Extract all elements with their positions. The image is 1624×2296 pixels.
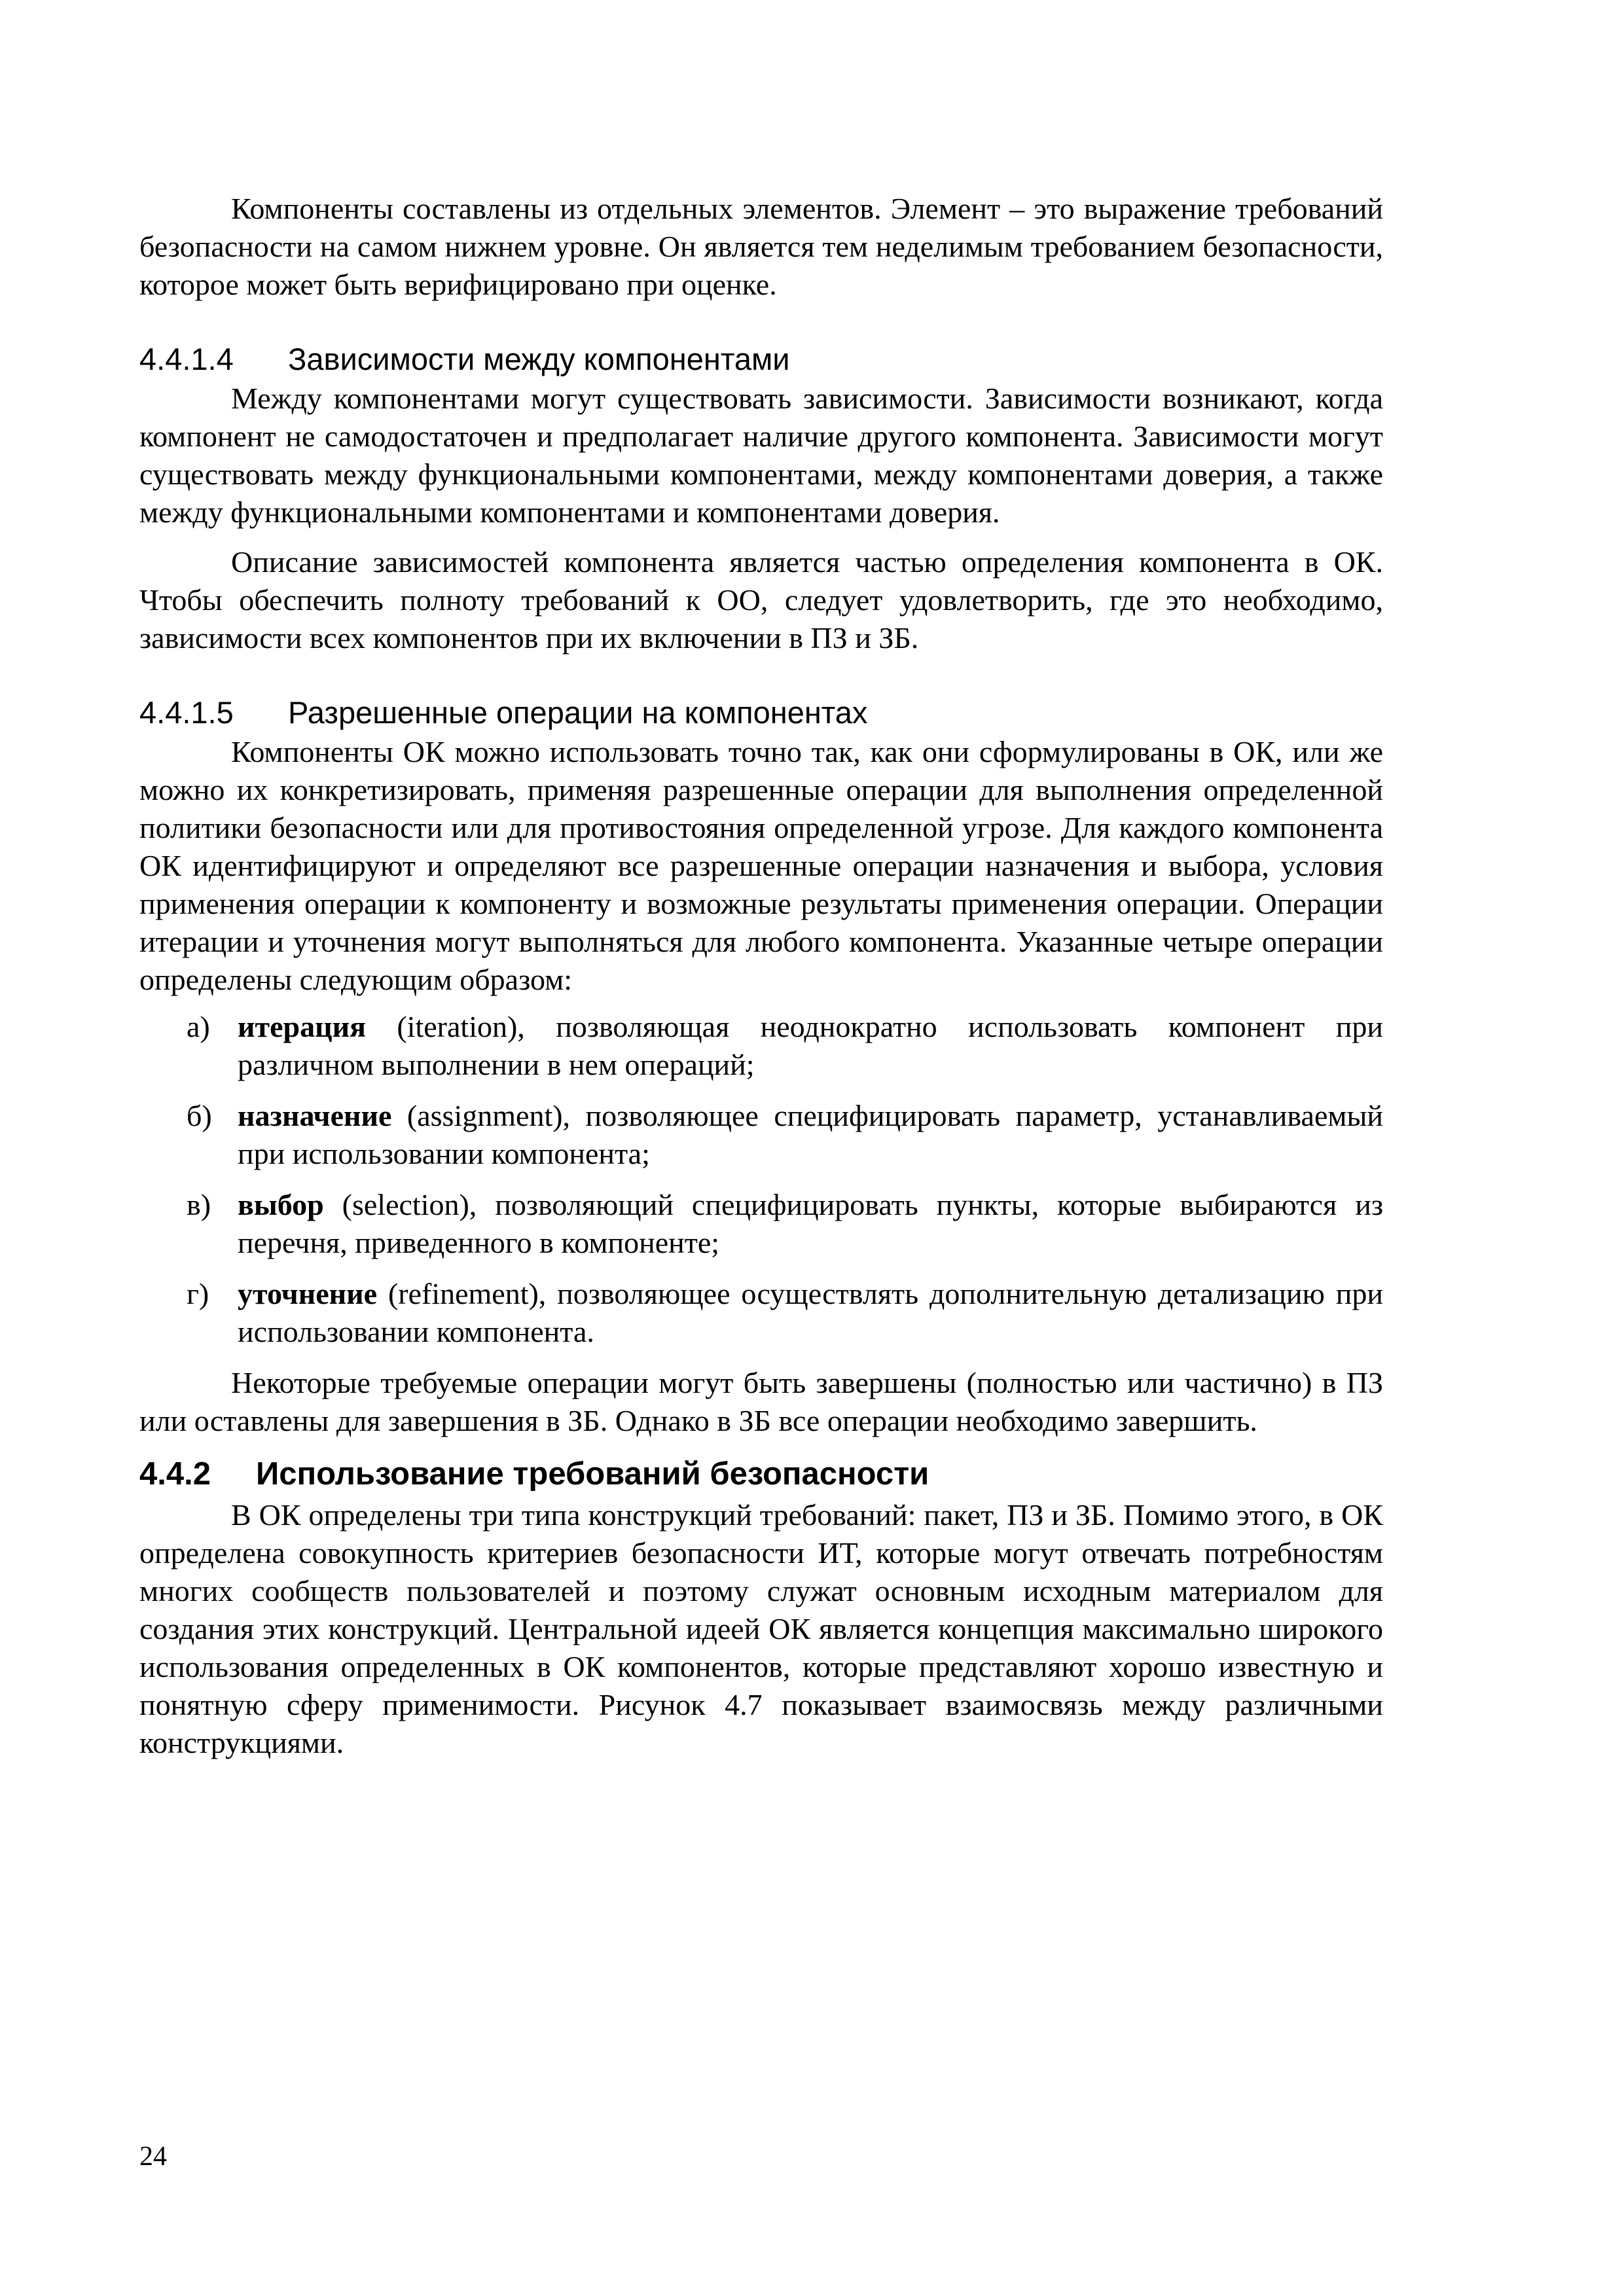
page-content xyxy=(139,190,1383,1762)
paragraph: Описание зависимостей компонента является частью определения компонента в ОК. Чтобы обеспечить полноту требований к ОО, следует удовлетворить, где это необходимо, зависимости всех компонентов при их включении в ПЗ и ЗБ. xyxy=(139,545,1383,655)
section-4414-heading xyxy=(139,340,1383,378)
list-marker: г) xyxy=(187,1277,209,1310)
list-term: назначение xyxy=(238,1099,392,1132)
intro-paragraph: Компоненты составлены из отдельных элементов. Элемент – это выражение требований безопасности на самом нижнем уровне. Он является тем неделимым требованием безопасности, которое может быть верифицировано при оценке. xyxy=(139,192,1383,301)
list-item xyxy=(139,1008,1383,1084)
section-title: Зависимости между компонентами xyxy=(288,342,790,376)
paragraph: Компоненты ОК можно использовать точно так, как они сформулированы в ОК, или же можно их конкретизировать, применяя разрешенные операции для выполнения определенной политики безопасности или для противостояния определенной угрозе. Для каждого компонента ОК идентифицируют и определяют все разрешенные операции назначения и выбора, условия применения операции к компоненту и возможные результаты применения операции. Операции итерации и уточнения могут выполняться для любого компонента. Указанные четыре операции определены следующим образом: xyxy=(139,735,1383,996)
list-text: (iteration), позволяющая неоднократно использовать компонент при различном выполнении в нем операций; xyxy=(238,1010,1383,1081)
list-text: (assignment), позволяющее специфицировать параметр, устанавливаемый при использовании компонента; xyxy=(238,1099,1383,1170)
list-item xyxy=(139,1186,1383,1262)
list-term: итерация xyxy=(238,1010,366,1043)
page-number: 24 xyxy=(139,2142,167,2172)
paragraph: Между компонентами могут существовать зависимости. Зависимости возникают, когда компонент не самодостаточен и предполагает наличие другого компонента. Зависимости могут существовать между функциональными компонентами, между компонентами доверия, а также между функциональными компонентами и компонентами доверия. xyxy=(139,382,1383,529)
list-item-body xyxy=(238,1275,1383,1351)
list-text: (selection), позволяющий специфицировать пункты, которые выбираются из перечня, приведенного в компоненте; xyxy=(238,1188,1383,1259)
section-442-heading xyxy=(139,1454,1383,1494)
section-number: 4.4.1.4 xyxy=(139,342,234,376)
section-number: 4.4.1.5 xyxy=(139,695,234,730)
list-item-body xyxy=(238,1097,1383,1173)
section-4415-heading xyxy=(139,694,1383,732)
paragraph: Некоторые требуемые операции могут быть завершены (полностью или частично) в ПЗ или оставлены для завершения в ЗБ. Однако в ЗБ все операции необходимо завершить. xyxy=(139,1366,1383,1437)
section-number: 4.4.2 xyxy=(139,1456,211,1492)
list-marker: а) xyxy=(187,1010,210,1043)
list-marker: б) xyxy=(187,1099,212,1132)
list-marker: в) xyxy=(187,1188,211,1221)
list-item xyxy=(139,1097,1383,1173)
operations-list xyxy=(139,1008,1383,1351)
section-title: Использование требований безопасности xyxy=(256,1456,929,1492)
paragraph: В ОК определены три типа конструкций требований: пакет, ПЗ и ЗБ. Помимо этого, в ОК определена совокупность критериев безопасности ИТ, которые могут отвечать потребностям многих сообществ пользователей и поэтому служат основным исходным материалом для создания этих конструкций. Центральной идеей ОК является концепция максимально широкого использования определенных в ОК компонентов, которые представляют хорошо известную и понятную сферу применимости. Рисунок 4.7 показывает взаимосвязь между различными конструкциями. xyxy=(139,1498,1383,1759)
list-term: уточнение xyxy=(238,1277,378,1310)
list-text: (refinement), позволяющее осуществлять дополнительную детализацию при использовании компонента. xyxy=(238,1277,1383,1348)
list-item xyxy=(139,1275,1383,1351)
section-title: Разрешенные операции на компонентах xyxy=(288,695,868,730)
list-term: выбор xyxy=(238,1188,324,1221)
list-item-body xyxy=(238,1186,1383,1262)
list-item-body xyxy=(238,1008,1383,1084)
